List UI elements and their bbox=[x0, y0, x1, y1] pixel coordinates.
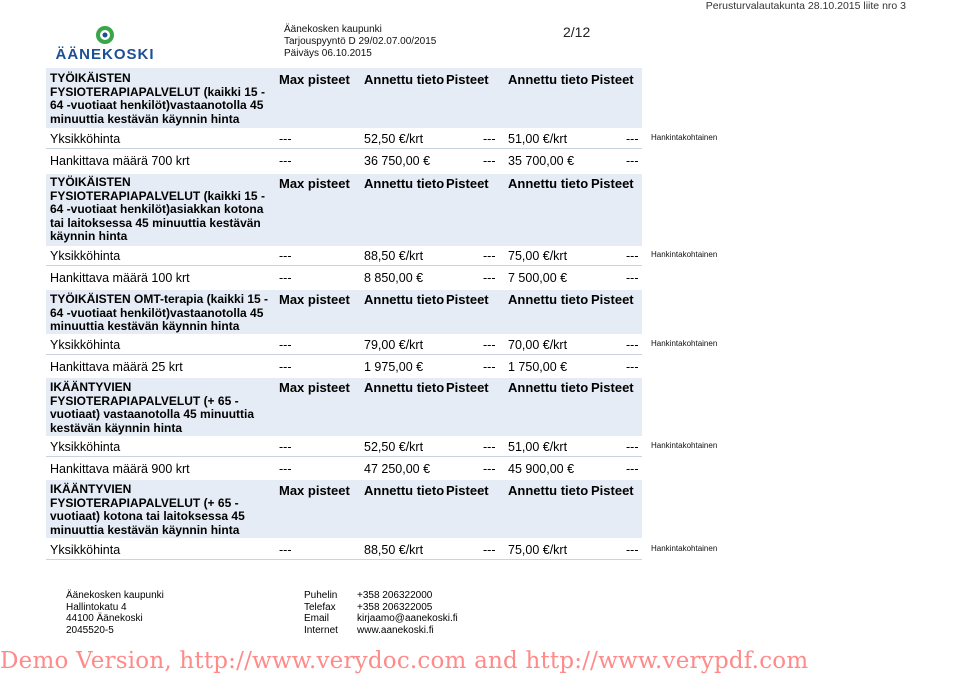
col-annettu-tieto: Annettu tieto bbox=[364, 72, 445, 87]
unit-max: --- bbox=[279, 249, 292, 263]
col-annettu-tieto: Annettu tieto bbox=[508, 380, 589, 395]
note: Hankintakohtainen bbox=[651, 339, 718, 348]
org-name: Äänekosken kaupunki bbox=[284, 24, 382, 35]
col-pisteet: Pisteet bbox=[591, 176, 634, 191]
page-number: 2/12 bbox=[563, 24, 591, 40]
quantity-label: Hankittava määrä 100 krt bbox=[50, 271, 190, 285]
footer-phone: +358 206322000 bbox=[357, 590, 433, 601]
footer-contact-label: Internet bbox=[304, 624, 338, 636]
quantity-points-2: --- bbox=[626, 462, 639, 476]
col-max-pisteet: Max pisteet bbox=[279, 483, 350, 498]
unit-price-label: Yksikköhinta bbox=[50, 249, 121, 263]
footer-website: www.aanekoski.fi bbox=[357, 624, 434, 636]
unit-points-1: --- bbox=[483, 440, 496, 454]
col-annettu-tieto: Annettu tieto bbox=[508, 72, 589, 87]
unit-price-label: Yksikköhinta bbox=[50, 440, 121, 454]
unit-price-label: Yksikköhinta bbox=[50, 338, 121, 352]
logo-wordmark: ÄÄNEKOSKI bbox=[55, 46, 155, 63]
aanekoski-logo bbox=[55, 24, 155, 64]
unit-max: --- bbox=[279, 338, 292, 352]
quantity-max: --- bbox=[279, 462, 292, 476]
unit-points-1: --- bbox=[483, 249, 496, 263]
footer-fax: +358 206322005 bbox=[357, 601, 433, 613]
note: Hankintakohtainen bbox=[651, 133, 718, 142]
col-pisteet: Pisteet bbox=[446, 292, 489, 307]
demo-watermark: Demo Version, http://www.verydoc.com and http://www.verypdf.com bbox=[0, 648, 809, 674]
unit-points-1: --- bbox=[483, 338, 496, 352]
section-title: TYÖIKÄISTEN OMT-terapia (kaikki 15 - 64 -vuotiaat henkilöt)vastaanotolla 45 minuuttia kestävän käynnin hinta bbox=[50, 292, 269, 333]
col-max-pisteet: Max pisteet bbox=[279, 176, 350, 191]
note: Hankintakohtainen bbox=[651, 544, 718, 553]
quantity-value-2: 1 750,00 € bbox=[508, 360, 568, 374]
unit-max: --- bbox=[279, 543, 292, 557]
unit-price-label: Yksikköhinta bbox=[50, 543, 121, 557]
unit-points-2: --- bbox=[626, 543, 639, 557]
row-divider bbox=[46, 354, 642, 355]
quantity-points-1: --- bbox=[483, 462, 496, 476]
col-annettu-tieto: Annettu tieto bbox=[364, 380, 445, 395]
logo-emblem-icon bbox=[55, 24, 155, 64]
unit-points-2: --- bbox=[626, 132, 639, 146]
row-divider bbox=[46, 559, 642, 560]
quantity-points-2: --- bbox=[626, 154, 639, 168]
section-title: TYÖIKÄISTEN FYSIOTERAPIAPALVELUT (kaikki 15 - 64 -vuotiaat henkilöt)vastaanotolla 45 minuuttia kestävän käynnin hinta bbox=[50, 71, 265, 126]
unit-value-1: 52,50 €/krt bbox=[364, 440, 424, 454]
col-max-pisteet: Max pisteet bbox=[279, 72, 350, 87]
footer-address-line: Äänekosken kaupunki bbox=[66, 590, 164, 601]
unit-points-2: --- bbox=[626, 338, 639, 352]
row-divider bbox=[46, 148, 642, 149]
quantity-max: --- bbox=[279, 271, 292, 285]
quantity-max: --- bbox=[279, 154, 292, 168]
quantity-value-2: 7 500,00 € bbox=[508, 271, 568, 285]
col-pisteet: Pisteet bbox=[591, 380, 634, 395]
col-pisteet: Pisteet bbox=[591, 72, 634, 87]
note: Hankintakohtainen bbox=[651, 250, 718, 259]
col-annettu-tieto: Annettu tieto bbox=[364, 292, 445, 307]
col-max-pisteet: Max pisteet bbox=[279, 292, 350, 307]
footer-address-line: 2045520-5 bbox=[66, 624, 114, 636]
col-pisteet: Pisteet bbox=[446, 176, 489, 191]
col-annettu-tieto: Annettu tieto bbox=[364, 176, 445, 191]
quantity-value-1: 1 975,00 € bbox=[364, 360, 424, 374]
quantity-value-1: 47 250,00 € bbox=[364, 462, 431, 476]
unit-value-2: 75,00 €/krt bbox=[508, 543, 568, 557]
footer-contact-label: Puhelin bbox=[304, 590, 338, 601]
footer-email: kirjaamo@aanekoski.fi bbox=[357, 613, 458, 624]
unit-price-label: Yksikköhinta bbox=[50, 132, 121, 146]
row-divider bbox=[46, 456, 642, 457]
footer-contact-labels bbox=[304, 590, 338, 636]
section-title: TYÖIKÄISTEN FYSIOTERAPIAPALVELUT (kaikki 15 - 64 -vuotiaat henkilöt)asiakkan kotona tai laitoksessa 45 minuuttia kestävän käynnin hinta bbox=[50, 175, 265, 243]
footer-contact-label: Email bbox=[304, 613, 330, 624]
unit-value-1: 79,00 €/krt bbox=[364, 338, 424, 352]
col-max-pisteet: Max pisteet bbox=[279, 380, 350, 395]
col-pisteet: Pisteet bbox=[591, 292, 634, 307]
unit-value-1: 52,50 €/krt bbox=[364, 132, 424, 146]
unit-value-2: 51,00 €/krt bbox=[508, 132, 568, 146]
section-title: IKÄÄNTYVIEN FYSIOTERAPIAPALVELUT (+ 65 - vuotiaat) kotona tai laitoksessa 45 minuuttia kestävän käynnin hinta bbox=[50, 482, 245, 537]
document-date: Päiväys 06.10.2015 bbox=[284, 48, 372, 59]
quantity-label: Hankittava määrä 25 krt bbox=[50, 360, 183, 374]
quantity-label: Hankittava määrä 700 krt bbox=[50, 154, 190, 168]
note: Hankintakohtainen bbox=[651, 441, 718, 450]
quantity-points-1: --- bbox=[483, 154, 496, 168]
unit-value-1: 88,50 €/krt bbox=[364, 543, 424, 557]
col-pisteet: Pisteet bbox=[446, 72, 489, 87]
col-pisteet: Pisteet bbox=[446, 483, 489, 498]
unit-max: --- bbox=[279, 440, 292, 454]
col-annettu-tieto: Annettu tieto bbox=[508, 483, 589, 498]
footer-address-line: 44100 Äänekoski bbox=[66, 613, 143, 624]
unit-value-2: 75,00 €/krt bbox=[508, 249, 568, 263]
col-pisteet: Pisteet bbox=[591, 483, 634, 498]
col-pisteet: Pisteet bbox=[446, 380, 489, 395]
footer-contact-values bbox=[357, 590, 458, 636]
col-annettu-tieto: Annettu tieto bbox=[364, 483, 445, 498]
unit-value-2: 51,00 €/krt bbox=[508, 440, 568, 454]
quantity-value-1: 36 750,00 € bbox=[364, 154, 431, 168]
row-divider bbox=[46, 265, 642, 266]
footer-contact-label: Telefax bbox=[304, 601, 336, 613]
tender-reference: Tarjouspyyntö D 29/02.07.00/2015 bbox=[284, 36, 437, 47]
document-reference: Perusturvalautakunta 28.10.2015 liite nro 3 bbox=[705, 0, 906, 12]
quantity-points-1: --- bbox=[483, 271, 496, 285]
unit-value-2: 70,00 €/krt bbox=[508, 338, 568, 352]
quantity-points-2: --- bbox=[626, 271, 639, 285]
unit-value-1: 88,50 €/krt bbox=[364, 249, 424, 263]
footer-address-line: Hallintokatu 4 bbox=[66, 601, 127, 613]
quantity-points-1: --- bbox=[483, 360, 496, 374]
unit-points-1: --- bbox=[483, 543, 496, 557]
footer-address bbox=[66, 590, 164, 636]
section-title: IKÄÄNTYVIEN FYSIOTERAPIAPALVELUT (+ 65 - vuotiaat) vastaanotolla 45 minuuttia kestävän käynnin hinta bbox=[50, 380, 255, 435]
quantity-label: Hankittava määrä 900 krt bbox=[50, 462, 190, 476]
unit-points-1: --- bbox=[483, 132, 496, 146]
quantity-value-1: 8 850,00 € bbox=[364, 271, 424, 285]
col-annettu-tieto: Annettu tieto bbox=[508, 292, 589, 307]
quantity-max: --- bbox=[279, 360, 292, 374]
unit-points-2: --- bbox=[626, 249, 639, 263]
org-block bbox=[284, 24, 436, 60]
unit-points-2: --- bbox=[626, 440, 639, 454]
quantity-value-2: 35 700,00 € bbox=[508, 154, 575, 168]
quantity-value-2: 45 900,00 € bbox=[508, 462, 575, 476]
col-annettu-tieto: Annettu tieto bbox=[508, 176, 589, 191]
unit-max: --- bbox=[279, 132, 292, 146]
quantity-points-2: --- bbox=[626, 360, 639, 374]
